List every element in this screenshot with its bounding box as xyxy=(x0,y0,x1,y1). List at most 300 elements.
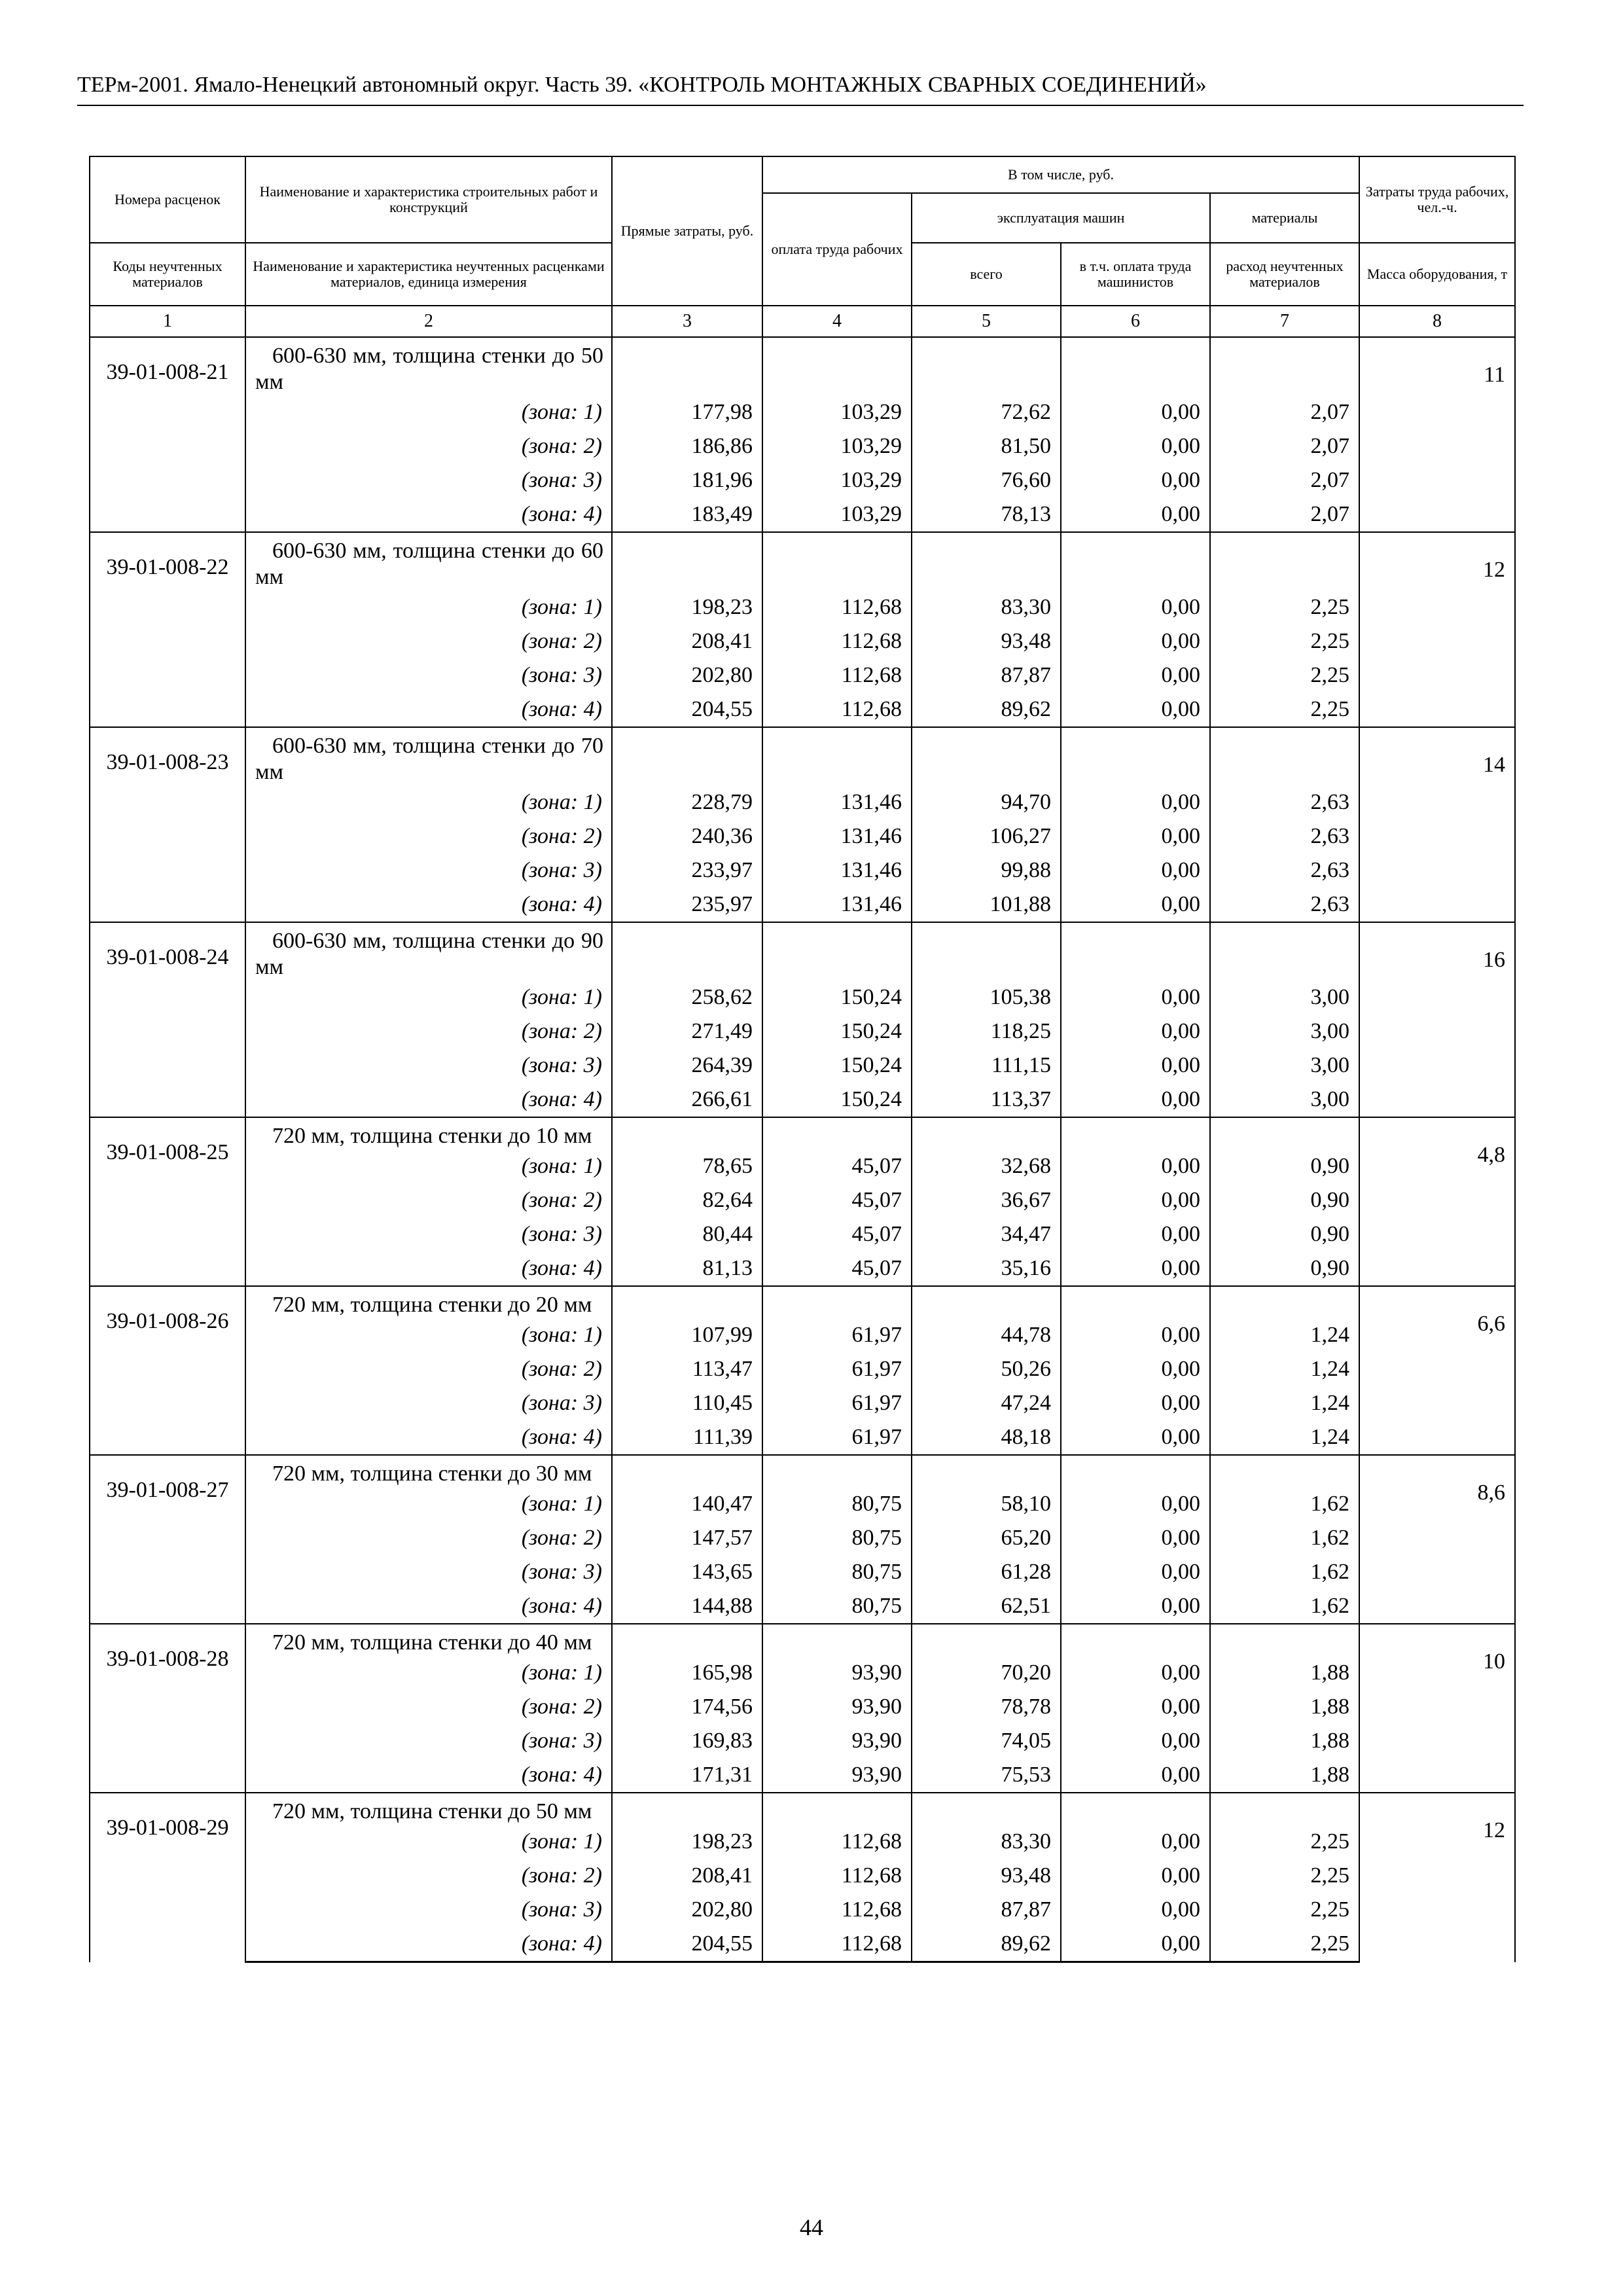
machinist-pay-value: 0,00 xyxy=(1061,463,1210,497)
machinist-pay-value: 0,00 xyxy=(1061,1927,1210,1962)
rate-description-text: 720 мм, толщина стенки до 20 мм xyxy=(272,1293,592,1317)
header-price-numbers: Номера расценок xyxy=(90,156,245,243)
rate-group-row xyxy=(90,337,1515,395)
materials-value: 0,90 xyxy=(1210,1217,1359,1251)
rate-description xyxy=(245,1455,612,1487)
machinist-pay-value: 0,00 xyxy=(1061,692,1210,727)
materials-value: 1,62 xyxy=(1210,1521,1359,1555)
zone-label: (зона: 4) xyxy=(245,1758,612,1793)
labor-pay-value: 112,68 xyxy=(762,1859,912,1893)
machinist-pay-value: 0,00 xyxy=(1061,1656,1210,1690)
zone-row xyxy=(90,819,1515,853)
zone-label: (зона: 4) xyxy=(245,1589,612,1624)
zone-label: (зона: 3) xyxy=(245,1386,612,1420)
machine-total-value: 61,28 xyxy=(912,1555,1061,1589)
rate-group-row xyxy=(90,532,1515,590)
rate-group-row xyxy=(90,1624,1515,1656)
direct-costs-value: 144,88 xyxy=(612,1589,762,1624)
labor-pay-value: 103,29 xyxy=(762,463,912,497)
zone-row xyxy=(90,1656,1515,1690)
header-unaccounted-codes: Коды неучтенных материалов xyxy=(90,243,245,306)
rate-group-row xyxy=(90,922,1515,980)
rate-description-text: 600-630 мм, толщина стенки до 70 мм xyxy=(255,734,603,784)
machine-total-value: 44,78 xyxy=(912,1318,1061,1352)
materials-value: 3,00 xyxy=(1210,1049,1359,1083)
rate-description xyxy=(245,1286,612,1318)
zone-row xyxy=(90,1014,1515,1049)
materials-value: 2,25 xyxy=(1210,658,1359,692)
zone-label: (зона: 1) xyxy=(245,1487,612,1521)
table-body xyxy=(90,306,1515,1962)
direct-costs-value: 198,23 xyxy=(612,590,762,624)
machinist-pay-value: 0,00 xyxy=(1061,1149,1210,1183)
materials-value: 2,07 xyxy=(1210,429,1359,463)
zone-row xyxy=(90,395,1515,429)
machine-total-value: 62,51 xyxy=(912,1589,1061,1624)
zone-row xyxy=(90,1420,1515,1455)
materials-value: 2,07 xyxy=(1210,395,1359,429)
labor-pay-value: 112,68 xyxy=(762,692,912,727)
header-labor-pay: оплата труда рабочих xyxy=(762,193,912,306)
zone-row xyxy=(90,1318,1515,1352)
direct-costs-value: 204,55 xyxy=(612,692,762,727)
machine-total-value: 35,16 xyxy=(912,1251,1061,1286)
machinist-pay-value: 0,00 xyxy=(1061,497,1210,532)
rate-description xyxy=(245,1624,612,1656)
header-materials: материалы xyxy=(1210,193,1359,243)
direct-costs-value: 82,64 xyxy=(612,1183,762,1217)
materials-value: 0,90 xyxy=(1210,1251,1359,1286)
column-number: 7 xyxy=(1210,306,1359,337)
machine-total-value: 81,50 xyxy=(912,429,1061,463)
labor-pay-value: 61,97 xyxy=(762,1352,912,1386)
materials-value: 2,25 xyxy=(1210,1927,1359,1962)
zone-row xyxy=(90,980,1515,1014)
rate-description-text: 720 мм, толщина стенки до 10 мм xyxy=(272,1124,592,1148)
machine-total-value: 34,47 xyxy=(912,1217,1061,1251)
machine-total-value: 72,62 xyxy=(912,395,1061,429)
materials-value: 2,25 xyxy=(1210,692,1359,727)
materials-value: 1,24 xyxy=(1210,1386,1359,1420)
zone-row xyxy=(90,1487,1515,1521)
rate-description-text: 720 мм, толщина стенки до 50 мм xyxy=(272,1799,592,1823)
header-machine-operation: эксплуатация машин xyxy=(912,193,1210,243)
machine-total-value: 105,38 xyxy=(912,980,1061,1014)
machinist-pay-value: 0,00 xyxy=(1061,1589,1210,1624)
header-divider xyxy=(77,105,1524,106)
machine-total-value: 87,87 xyxy=(912,1893,1061,1927)
zone-row xyxy=(90,1589,1515,1624)
header-unaccounted-names: Наименование и характеристика неучтенных расценками материалов, единица измерения xyxy=(245,243,612,306)
zone-label: (зона: 2) xyxy=(245,624,612,658)
labor-pay-value: 61,97 xyxy=(762,1386,912,1420)
rate-group-row xyxy=(90,1455,1515,1487)
machine-total-value: 50,26 xyxy=(912,1352,1061,1386)
zone-label: (зона: 1) xyxy=(245,395,612,429)
machinist-pay-value: 0,00 xyxy=(1061,1690,1210,1724)
materials-value: 2,63 xyxy=(1210,785,1359,819)
zone-label: (зона: 3) xyxy=(245,463,612,497)
labor-pay-value: 80,75 xyxy=(762,1589,912,1624)
direct-costs-value: 165,98 xyxy=(612,1656,762,1690)
header-unaccounted-consumption: расход неучтенных материалов xyxy=(1210,243,1359,306)
machinist-pay-value: 0,00 xyxy=(1061,590,1210,624)
zone-row xyxy=(90,463,1515,497)
machinist-pay-value: 0,00 xyxy=(1061,1555,1210,1589)
machine-total-value: 70,20 xyxy=(912,1656,1061,1690)
zone-label: (зона: 3) xyxy=(245,853,612,888)
direct-costs-value: 174,56 xyxy=(612,1690,762,1724)
zone-label: (зона: 4) xyxy=(245,888,612,922)
direct-costs-value: 171,31 xyxy=(612,1758,762,1793)
zone-row xyxy=(90,1724,1515,1758)
rate-code: 39-01-008-24 xyxy=(90,922,245,1117)
machinist-pay-value: 0,00 xyxy=(1061,1859,1210,1893)
machinist-pay-value: 0,00 xyxy=(1061,1014,1210,1049)
labor-costs-value: 8,6 xyxy=(1359,1455,1515,1624)
labor-pay-value: 93,90 xyxy=(762,1690,912,1724)
labor-pay-value: 150,24 xyxy=(762,1083,912,1117)
materials-value: 2,07 xyxy=(1210,463,1359,497)
rate-description-text: 720 мм, толщина стенки до 30 мм xyxy=(272,1462,592,1486)
machine-total-value: 36,67 xyxy=(912,1183,1061,1217)
machine-total-value: 47,24 xyxy=(912,1386,1061,1420)
labor-costs-value: 11 xyxy=(1359,337,1515,532)
zone-row xyxy=(90,1352,1515,1386)
direct-costs-value: 271,49 xyxy=(612,1014,762,1049)
materials-value: 3,00 xyxy=(1210,1083,1359,1117)
direct-costs-value: 169,83 xyxy=(612,1724,762,1758)
zone-label: (зона: 4) xyxy=(245,1251,612,1286)
materials-value: 2,25 xyxy=(1210,590,1359,624)
zone-label: (зона: 1) xyxy=(245,1825,612,1859)
machinist-pay-value: 0,00 xyxy=(1061,1724,1210,1758)
direct-costs-value: 204,55 xyxy=(612,1927,762,1962)
machinist-pay-value: 0,00 xyxy=(1061,853,1210,888)
zone-row xyxy=(90,1149,1515,1183)
zone-row xyxy=(90,785,1515,819)
machine-total-value: 101,88 xyxy=(912,888,1061,922)
direct-costs-value: 113,47 xyxy=(612,1352,762,1386)
zone-row xyxy=(90,1927,1515,1962)
materials-value: 1,62 xyxy=(1210,1487,1359,1521)
direct-costs-value: 81,13 xyxy=(612,1251,762,1286)
machine-total-value: 93,48 xyxy=(912,1859,1061,1893)
direct-costs-value: 208,41 xyxy=(612,1859,762,1893)
labor-costs-value: 12 xyxy=(1359,1793,1515,1962)
zone-label: (зона: 1) xyxy=(245,590,612,624)
rate-code: 39-01-008-25 xyxy=(90,1117,245,1286)
labor-pay-value: 112,68 xyxy=(762,624,912,658)
zone-label: (зона: 2) xyxy=(245,1521,612,1555)
direct-costs-value: 233,97 xyxy=(612,853,762,888)
machinist-pay-value: 0,00 xyxy=(1061,1758,1210,1793)
materials-value: 1,62 xyxy=(1210,1589,1359,1624)
direct-costs-value: 143,65 xyxy=(612,1555,762,1589)
zone-label: (зона: 2) xyxy=(245,429,612,463)
direct-costs-value: 240,36 xyxy=(612,819,762,853)
direct-costs-value: 208,41 xyxy=(612,624,762,658)
column-number: 1 xyxy=(90,306,245,337)
machine-total-value: 106,27 xyxy=(912,819,1061,853)
rate-description xyxy=(245,337,612,395)
labor-pay-value: 80,75 xyxy=(762,1521,912,1555)
zone-label: (зона: 1) xyxy=(245,1656,612,1690)
direct-costs-value: 228,79 xyxy=(612,785,762,819)
materials-value: 1,88 xyxy=(1210,1724,1359,1758)
machinist-pay-value: 0,00 xyxy=(1061,624,1210,658)
zone-label: (зона: 3) xyxy=(245,1555,612,1589)
header-work-name: Наименование и характеристика строительных работ и конструкций xyxy=(245,156,612,243)
zone-row xyxy=(90,624,1515,658)
labor-pay-value: 103,29 xyxy=(762,497,912,532)
rate-description xyxy=(245,727,612,785)
direct-costs-value: 186,86 xyxy=(612,429,762,463)
direct-costs-value: 198,23 xyxy=(612,1825,762,1859)
machinist-pay-value: 0,00 xyxy=(1061,658,1210,692)
machine-total-value: 78,78 xyxy=(912,1690,1061,1724)
labor-pay-value: 45,07 xyxy=(762,1217,912,1251)
column-number: 6 xyxy=(1061,306,1210,337)
zone-label: (зона: 3) xyxy=(245,1724,612,1758)
zone-row xyxy=(90,1386,1515,1420)
labor-costs-value: 14 xyxy=(1359,727,1515,922)
machinist-pay-value: 0,00 xyxy=(1061,1893,1210,1927)
machine-total-value: 89,62 xyxy=(912,692,1061,727)
column-number: 5 xyxy=(912,306,1061,337)
rate-code: 39-01-008-21 xyxy=(90,337,245,532)
machinist-pay-value: 0,00 xyxy=(1061,1352,1210,1386)
machine-total-value: 83,30 xyxy=(912,590,1061,624)
column-number: 2 xyxy=(245,306,612,337)
labor-pay-value: 150,24 xyxy=(762,980,912,1014)
machine-total-value: 113,37 xyxy=(912,1083,1061,1117)
zone-row xyxy=(90,658,1515,692)
direct-costs-value: 202,80 xyxy=(612,1893,762,1927)
machinist-pay-value: 0,00 xyxy=(1061,1183,1210,1217)
labor-pay-value: 103,29 xyxy=(762,395,912,429)
machinist-pay-value: 0,00 xyxy=(1061,1318,1210,1352)
machine-total-value: 99,88 xyxy=(912,853,1061,888)
materials-value: 1,88 xyxy=(1210,1758,1359,1793)
materials-value: 1,62 xyxy=(1210,1555,1359,1589)
table-header xyxy=(90,156,1515,306)
zone-row xyxy=(90,1690,1515,1724)
header-machine-total: всего xyxy=(912,243,1061,306)
rates-table xyxy=(89,156,1516,1963)
labor-pay-value: 80,75 xyxy=(762,1555,912,1589)
direct-costs-value: 80,44 xyxy=(612,1217,762,1251)
zone-row xyxy=(90,1758,1515,1793)
zone-row xyxy=(90,1083,1515,1117)
machine-total-value: 78,13 xyxy=(912,497,1061,532)
zone-label: (зона: 3) xyxy=(245,1049,612,1083)
rate-group-row xyxy=(90,1286,1515,1318)
materials-value: 2,25 xyxy=(1210,1859,1359,1893)
direct-costs-value: 181,96 xyxy=(612,463,762,497)
materials-value: 2,63 xyxy=(1210,853,1359,888)
column-number: 4 xyxy=(762,306,912,337)
header-including: В том числе, руб. xyxy=(762,156,1359,193)
labor-costs-value: 16 xyxy=(1359,922,1515,1117)
materials-value: 2,25 xyxy=(1210,1825,1359,1859)
direct-costs-value: 202,80 xyxy=(612,658,762,692)
labor-pay-value: 93,90 xyxy=(762,1656,912,1690)
zone-row xyxy=(90,1251,1515,1286)
rate-group-row xyxy=(90,1793,1515,1825)
header-equipment-mass: Масса оборудования, т xyxy=(1359,243,1515,306)
direct-costs-value: 177,98 xyxy=(612,395,762,429)
labor-pay-value: 131,46 xyxy=(762,853,912,888)
machine-total-value: 83,30 xyxy=(912,1825,1061,1859)
zone-row xyxy=(90,1049,1515,1083)
zone-label: (зона: 3) xyxy=(245,1217,612,1251)
labor-pay-value: 112,68 xyxy=(762,1927,912,1962)
zone-label: (зона: 3) xyxy=(245,1893,612,1927)
direct-costs-value: 111,39 xyxy=(612,1420,762,1455)
zone-label: (зона: 4) xyxy=(245,1927,612,1962)
machine-total-value: 93,48 xyxy=(912,624,1061,658)
labor-pay-value: 45,07 xyxy=(762,1183,912,1217)
machinist-pay-value: 0,00 xyxy=(1061,429,1210,463)
labor-pay-value: 93,90 xyxy=(762,1724,912,1758)
machinist-pay-value: 0,00 xyxy=(1061,980,1210,1014)
rate-code: 39-01-008-29 xyxy=(90,1793,245,1962)
materials-value: 2,63 xyxy=(1210,819,1359,853)
rate-description-text: 600-630 мм, толщина стенки до 60 мм xyxy=(255,539,603,589)
zone-label: (зона: 2) xyxy=(245,819,612,853)
machine-total-value: 94,70 xyxy=(912,785,1061,819)
zone-row xyxy=(90,1859,1515,1893)
direct-costs-value: 264,39 xyxy=(612,1049,762,1083)
machinist-pay-value: 0,00 xyxy=(1061,1521,1210,1555)
labor-pay-value: 112,68 xyxy=(762,1893,912,1927)
labor-pay-value: 80,75 xyxy=(762,1487,912,1521)
header-direct-costs: Прямые затраты, руб. xyxy=(612,156,762,306)
materials-value: 1,24 xyxy=(1210,1420,1359,1455)
zone-label: (зона: 2) xyxy=(245,1859,612,1893)
direct-costs-value: 235,97 xyxy=(612,888,762,922)
rate-description-text: 600-630 мм, толщина стенки до 50 мм xyxy=(255,344,603,394)
labor-pay-value: 93,90 xyxy=(762,1758,912,1793)
labor-costs-value: 12 xyxy=(1359,532,1515,727)
zone-label: (зона: 1) xyxy=(245,785,612,819)
labor-costs-value: 6,6 xyxy=(1359,1286,1515,1455)
machine-total-value: 89,62 xyxy=(912,1927,1061,1962)
machinist-pay-value: 0,00 xyxy=(1061,1420,1210,1455)
zone-label: (зона: 1) xyxy=(245,1149,612,1183)
materials-value: 1,88 xyxy=(1210,1690,1359,1724)
labor-pay-value: 112,68 xyxy=(762,1825,912,1859)
machine-total-value: 58,10 xyxy=(912,1487,1061,1521)
zone-label: (зона: 4) xyxy=(245,1083,612,1117)
rate-description xyxy=(245,1793,612,1825)
rate-code: 39-01-008-23 xyxy=(90,727,245,922)
zone-label: (зона: 3) xyxy=(245,658,612,692)
machinist-pay-value: 0,00 xyxy=(1061,395,1210,429)
machine-total-value: 74,05 xyxy=(912,1724,1061,1758)
direct-costs-value: 183,49 xyxy=(612,497,762,532)
machine-total-value: 76,60 xyxy=(912,463,1061,497)
materials-value: 0,90 xyxy=(1210,1183,1359,1217)
machinist-pay-value: 0,00 xyxy=(1061,1217,1210,1251)
header-labor-costs: Затраты труда рабочих, чел.-ч. xyxy=(1359,156,1515,243)
labor-pay-value: 103,29 xyxy=(762,429,912,463)
zone-label: (зона: 2) xyxy=(245,1690,612,1724)
labor-pay-value: 131,46 xyxy=(762,888,912,922)
rate-description-text: 600-630 мм, толщина стенки до 90 мм xyxy=(255,929,603,979)
machine-total-value: 111,15 xyxy=(912,1049,1061,1083)
direct-costs-value: 147,57 xyxy=(612,1521,762,1555)
zone-row xyxy=(90,429,1515,463)
materials-value: 1,88 xyxy=(1210,1656,1359,1690)
machine-total-value: 32,68 xyxy=(912,1149,1061,1183)
labor-pay-value: 150,24 xyxy=(762,1049,912,1083)
zone-row xyxy=(90,853,1515,888)
direct-costs-value: 140,47 xyxy=(612,1487,762,1521)
labor-pay-value: 112,68 xyxy=(762,590,912,624)
machinist-pay-value: 0,00 xyxy=(1061,785,1210,819)
column-numbers-row xyxy=(90,306,1515,337)
column-number: 3 xyxy=(612,306,762,337)
header-machinist-pay: в т.ч. оплата труда машинистов xyxy=(1061,243,1210,306)
zone-label: (зона: 2) xyxy=(245,1352,612,1386)
zone-label: (зона: 4) xyxy=(245,692,612,727)
labor-costs-value: 10 xyxy=(1359,1624,1515,1793)
zone-label: (зона: 2) xyxy=(245,1014,612,1049)
labor-pay-value: 45,07 xyxy=(762,1251,912,1286)
direct-costs-value: 78,65 xyxy=(612,1149,762,1183)
machine-total-value: 65,20 xyxy=(912,1521,1061,1555)
zone-row xyxy=(90,692,1515,727)
zone-row xyxy=(90,1825,1515,1859)
rate-code: 39-01-008-28 xyxy=(90,1624,245,1793)
zone-label: (зона: 1) xyxy=(245,980,612,1014)
materials-value: 3,00 xyxy=(1210,1014,1359,1049)
machinist-pay-value: 0,00 xyxy=(1061,819,1210,853)
labor-pay-value: 45,07 xyxy=(762,1149,912,1183)
rate-description xyxy=(245,922,612,980)
machinist-pay-value: 0,00 xyxy=(1061,1049,1210,1083)
rate-code: 39-01-008-27 xyxy=(90,1455,245,1624)
machinist-pay-value: 0,00 xyxy=(1061,1825,1210,1859)
materials-value: 2,07 xyxy=(1210,497,1359,532)
rate-description xyxy=(245,532,612,590)
labor-pay-value: 112,68 xyxy=(762,658,912,692)
rate-code: 39-01-008-26 xyxy=(90,1286,245,1455)
machinist-pay-value: 0,00 xyxy=(1061,1386,1210,1420)
labor-pay-value: 131,46 xyxy=(762,785,912,819)
direct-costs-value: 266,61 xyxy=(612,1083,762,1117)
zone-row xyxy=(90,590,1515,624)
column-number: 8 xyxy=(1359,306,1515,337)
machine-total-value: 118,25 xyxy=(912,1014,1061,1049)
rate-description-text: 720 мм, толщина стенки до 40 мм xyxy=(272,1630,592,1655)
zone-label: (зона: 1) xyxy=(245,1318,612,1352)
zone-row xyxy=(90,497,1515,532)
machine-total-value: 48,18 xyxy=(912,1420,1061,1455)
labor-pay-value: 150,24 xyxy=(762,1014,912,1049)
machinist-pay-value: 0,00 xyxy=(1061,888,1210,922)
direct-costs-value: 258,62 xyxy=(612,980,762,1014)
page-header: ТЕРм-2001. Ямало-Ненецкий автономный округ. Часть 39. «КОНТРОЛЬ МОНТАЖНЫХ СВАРНЫХ СОЕДИНЕНИЙ» xyxy=(77,73,1207,97)
machine-total-value: 87,87 xyxy=(912,658,1061,692)
labor-costs-value: 4,8 xyxy=(1359,1117,1515,1286)
labor-pay-value: 131,46 xyxy=(762,819,912,853)
zone-row xyxy=(90,1217,1515,1251)
zone-row xyxy=(90,1555,1515,1589)
zone-row xyxy=(90,1893,1515,1927)
